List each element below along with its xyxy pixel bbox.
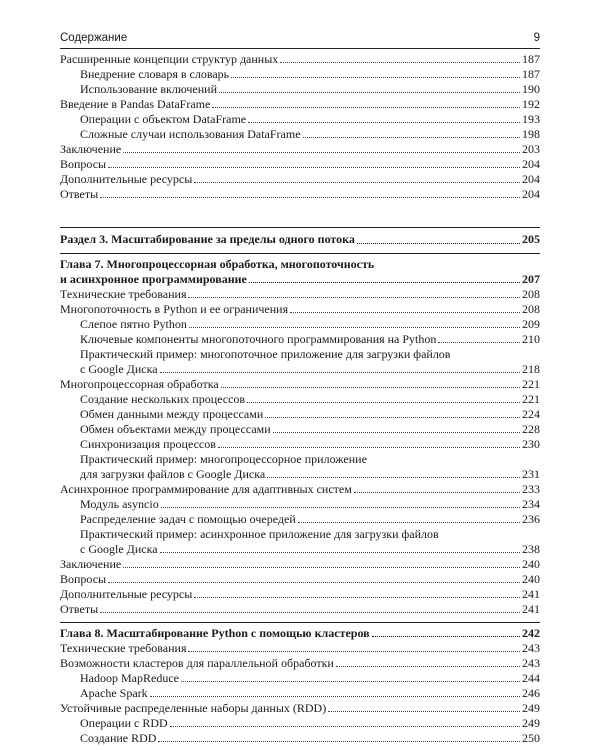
toc-entry	[60, 701, 540, 716]
toc-entry-page: 218	[522, 362, 540, 376]
toc-entry-title: Возможности кластеров для параллельной обработки	[60, 656, 334, 670]
toc-entry-page: 231	[522, 467, 540, 481]
toc-entry	[60, 317, 540, 332]
dot-leader	[212, 107, 520, 108]
toc-entry	[60, 377, 540, 392]
toc-entry	[60, 422, 540, 437]
toc-entry-page: 187	[522, 52, 540, 66]
toc-entry-page: 204	[522, 157, 540, 171]
toc-entry-page: 238	[522, 542, 540, 556]
toc-entry-page: 210	[522, 332, 540, 346]
toc-entry-page: 250	[522, 731, 540, 745]
toc-entry-page: 204	[522, 187, 540, 201]
toc-entry-title: Операции с объектом DataFrame	[80, 112, 247, 126]
toc-entry	[60, 362, 540, 377]
toc-entry	[60, 656, 540, 671]
toc-entry	[60, 172, 540, 187]
dot-leader	[231, 77, 520, 78]
dot-leader	[357, 243, 520, 244]
toc-entry-title: Hadoop MapReduce	[80, 671, 179, 685]
dot-leader	[247, 402, 520, 403]
toc-entry-title-line1: Практический пример: многопроцессорное приложение	[80, 452, 367, 466]
section-page: 205	[522, 232, 540, 246]
header-rule	[60, 48, 540, 49]
toc-entry-title-line2: для загрузки файлов с Google Диска	[80, 467, 266, 481]
toc-entry	[60, 157, 540, 172]
dot-leader	[265, 417, 520, 418]
section-block	[60, 227, 540, 248]
toc-entry	[60, 142, 540, 157]
toc-entry-title: Дополнительные ресурсы	[60, 587, 193, 601]
toc-entry	[60, 557, 540, 572]
toc-entry-page: 241	[522, 587, 540, 601]
toc-entry-title: Заключение	[60, 142, 122, 156]
toc-entry-title: Введение в Pandas DataFrame	[60, 97, 211, 111]
chapter-8-heading	[60, 626, 540, 641]
toc-entry-title: Дополнительные ресурсы	[60, 172, 193, 186]
dot-leader	[158, 741, 520, 742]
toc-entry-page: 230	[522, 437, 540, 451]
chapter-7-title-line1: Глава 7. Многопроцессорная обработка, многопоточность	[60, 257, 375, 271]
dot-leader	[150, 696, 520, 697]
toc-entry	[60, 602, 540, 617]
toc-entry-title: Создание нескольких процессов	[80, 392, 246, 406]
toc-entry	[60, 82, 540, 97]
toc-entry-title: Заключение	[60, 557, 122, 571]
toc-entry-page: 240	[522, 557, 540, 571]
dot-leader	[194, 182, 520, 183]
toc-entry	[60, 572, 540, 587]
toc-entry-title: Устойчивые распределенные наборы данных (RDD)	[60, 701, 327, 715]
dot-leader	[160, 372, 520, 373]
toc-entry-page: 221	[522, 392, 540, 406]
toc-entry-title: Использование включений	[80, 82, 218, 96]
dot-leader	[100, 197, 520, 198]
table-of-contents	[60, 52, 540, 746]
toc-entry-page: 234	[522, 497, 540, 511]
dot-leader	[354, 492, 520, 493]
toc-entry	[60, 127, 540, 142]
toc-entry-page: 233	[522, 482, 540, 496]
toc-entry	[60, 97, 540, 112]
dot-leader	[221, 387, 520, 388]
dot-leader	[298, 522, 520, 523]
toc-entry	[60, 467, 540, 482]
dot-leader	[189, 327, 520, 328]
toc-entry-page: 243	[522, 641, 540, 655]
dot-leader	[280, 62, 520, 63]
section-title: Раздел 3. Масштабирование за пределы одного потока	[60, 232, 355, 246]
dot-leader	[273, 432, 520, 433]
dot-leader	[123, 567, 520, 568]
toc-entry	[60, 407, 540, 422]
dot-leader	[188, 651, 520, 652]
toc-entry-title: Асинхронное программирование для адаптивных систем	[60, 482, 352, 496]
toc-entry-title: Обмен данными между процессами	[80, 407, 264, 421]
toc-entry	[60, 542, 540, 557]
dot-leader	[328, 711, 520, 712]
dot-leader	[290, 312, 520, 313]
toc-entry-page: 240	[522, 572, 540, 586]
chapter-7-block	[60, 253, 540, 617]
dot-leader	[123, 152, 520, 153]
chapter-8-title: Глава 8. Масштабирование Python с помощью кластеров	[60, 626, 370, 640]
chapter-8-page: 242	[522, 626, 540, 640]
toc-entry-page: 208	[522, 302, 540, 316]
toc-entry-title: Распределение задач с помощью очередей	[80, 512, 296, 526]
toc-entry-title: Расширенные концепции структур данных	[60, 52, 279, 66]
dot-leader	[161, 507, 520, 508]
toc-entry-page: 190	[522, 82, 540, 96]
dot-leader	[336, 666, 520, 667]
toc-entry-title: Внедрение словаря в словарь	[80, 67, 230, 81]
dot-leader	[108, 582, 520, 583]
toc-entry-title-line2: с Google Диска	[80, 542, 158, 556]
toc-entry-title: Сложные случаи использования DataFrame	[80, 127, 301, 141]
toc-entry-page: 236	[522, 512, 540, 526]
dot-leader	[170, 726, 520, 727]
toc-entry	[60, 302, 540, 317]
toc-entry-page: 209	[522, 317, 540, 331]
toc-entry-title: Обмен объектами между процессами	[80, 422, 271, 436]
toc-entry	[60, 437, 540, 452]
toc-entry	[60, 187, 540, 202]
toc-entry	[60, 686, 540, 701]
toc-entry-title: Операции с RDD	[80, 716, 168, 730]
dot-leader	[181, 681, 520, 682]
toc-entry-title: Слепое пятно Python	[80, 317, 187, 331]
dot-leader	[249, 282, 520, 283]
dot-leader	[160, 552, 520, 553]
chapter-7-heading	[60, 272, 540, 287]
toc-entry	[60, 392, 540, 407]
toc-entry	[60, 641, 540, 656]
page-number: 9	[533, 32, 540, 44]
toc-entry-page: 203	[522, 142, 540, 156]
toc-entry	[60, 112, 540, 127]
toc-entry-title-line2: с Google Диска	[80, 362, 158, 376]
toc-entry	[60, 52, 540, 67]
dot-leader	[219, 92, 520, 93]
toc-entry-page: 198	[522, 127, 540, 141]
toc-entry-page: 249	[522, 701, 540, 715]
toc-entry-title: Apache Spark	[80, 686, 148, 700]
chapter-8-block	[60, 622, 540, 746]
toc-entry-title: Создание RDD	[80, 731, 157, 745]
toc-entry-page: 192	[522, 97, 540, 111]
toc-entry	[60, 731, 540, 746]
toc-entry	[60, 67, 540, 82]
toc-entry	[60, 287, 540, 302]
section-heading	[60, 231, 540, 248]
toc-entry-title: Технические требования	[60, 641, 187, 655]
toc-entry	[60, 332, 540, 347]
toc-entry-title: Синхронизация процессов	[80, 437, 216, 451]
toc-entry-page: 221	[522, 377, 540, 391]
toc-entry	[60, 587, 540, 602]
dot-leader	[108, 167, 520, 168]
dot-leader	[194, 597, 520, 598]
dot-leader	[267, 477, 520, 478]
toc-entry-page: 249	[522, 716, 540, 730]
toc-entry	[60, 497, 540, 512]
toc-entry-page: 187	[522, 67, 540, 81]
dot-leader	[100, 612, 520, 613]
dot-leader	[438, 342, 520, 343]
toc-entry-title: Многопоточность в Python и ее ограничения	[60, 302, 289, 316]
toc-entry-title: Технические требования	[60, 287, 187, 301]
toc-entry-title: Многопроцессорная обработка	[60, 377, 219, 391]
toc-entry-page: 243	[522, 656, 540, 670]
toc-entry-page: 241	[522, 602, 540, 616]
chapter-7-title-line2: и асинхронное программирование	[60, 272, 247, 286]
dot-leader	[303, 137, 520, 138]
toc-entry-title: Ответы	[60, 187, 99, 201]
toc-entry-title: Ответы	[60, 602, 99, 616]
dot-leader	[248, 122, 520, 123]
toc-entry	[60, 482, 540, 497]
dot-leader	[372, 636, 520, 637]
toc-entry-page: 246	[522, 686, 540, 700]
toc-entry	[60, 512, 540, 527]
toc-entry	[60, 671, 540, 686]
toc-entry-title-line1: Практический пример: многопоточное приложение для загрузки файлов	[80, 347, 451, 361]
toc-entry-page: 193	[522, 112, 540, 126]
chapter-7-page: 207	[522, 272, 540, 286]
toc-entry-page: 244	[522, 671, 540, 685]
toc-entry-page: 224	[522, 407, 540, 421]
toc-entry-title: Вопросы	[60, 572, 107, 586]
toc-entry-page: 208	[522, 287, 540, 301]
dot-leader	[188, 297, 520, 298]
toc-entry-page: 204	[522, 172, 540, 186]
toc-entry-title: Модуль asyncio	[80, 497, 159, 511]
toc-entry-title: Ключевые компоненты многопоточного программирования на Python	[80, 332, 437, 346]
dot-leader	[218, 447, 520, 448]
toc-entry	[60, 716, 540, 731]
toc-entry-title-line1: Практический пример: асинхронное приложение для загрузки файлов	[80, 527, 439, 541]
toc-entry-title: Вопросы	[60, 157, 107, 171]
running-header	[60, 30, 540, 46]
running-header-title: Содержание	[60, 32, 128, 44]
toc-entry-page: 228	[522, 422, 540, 436]
